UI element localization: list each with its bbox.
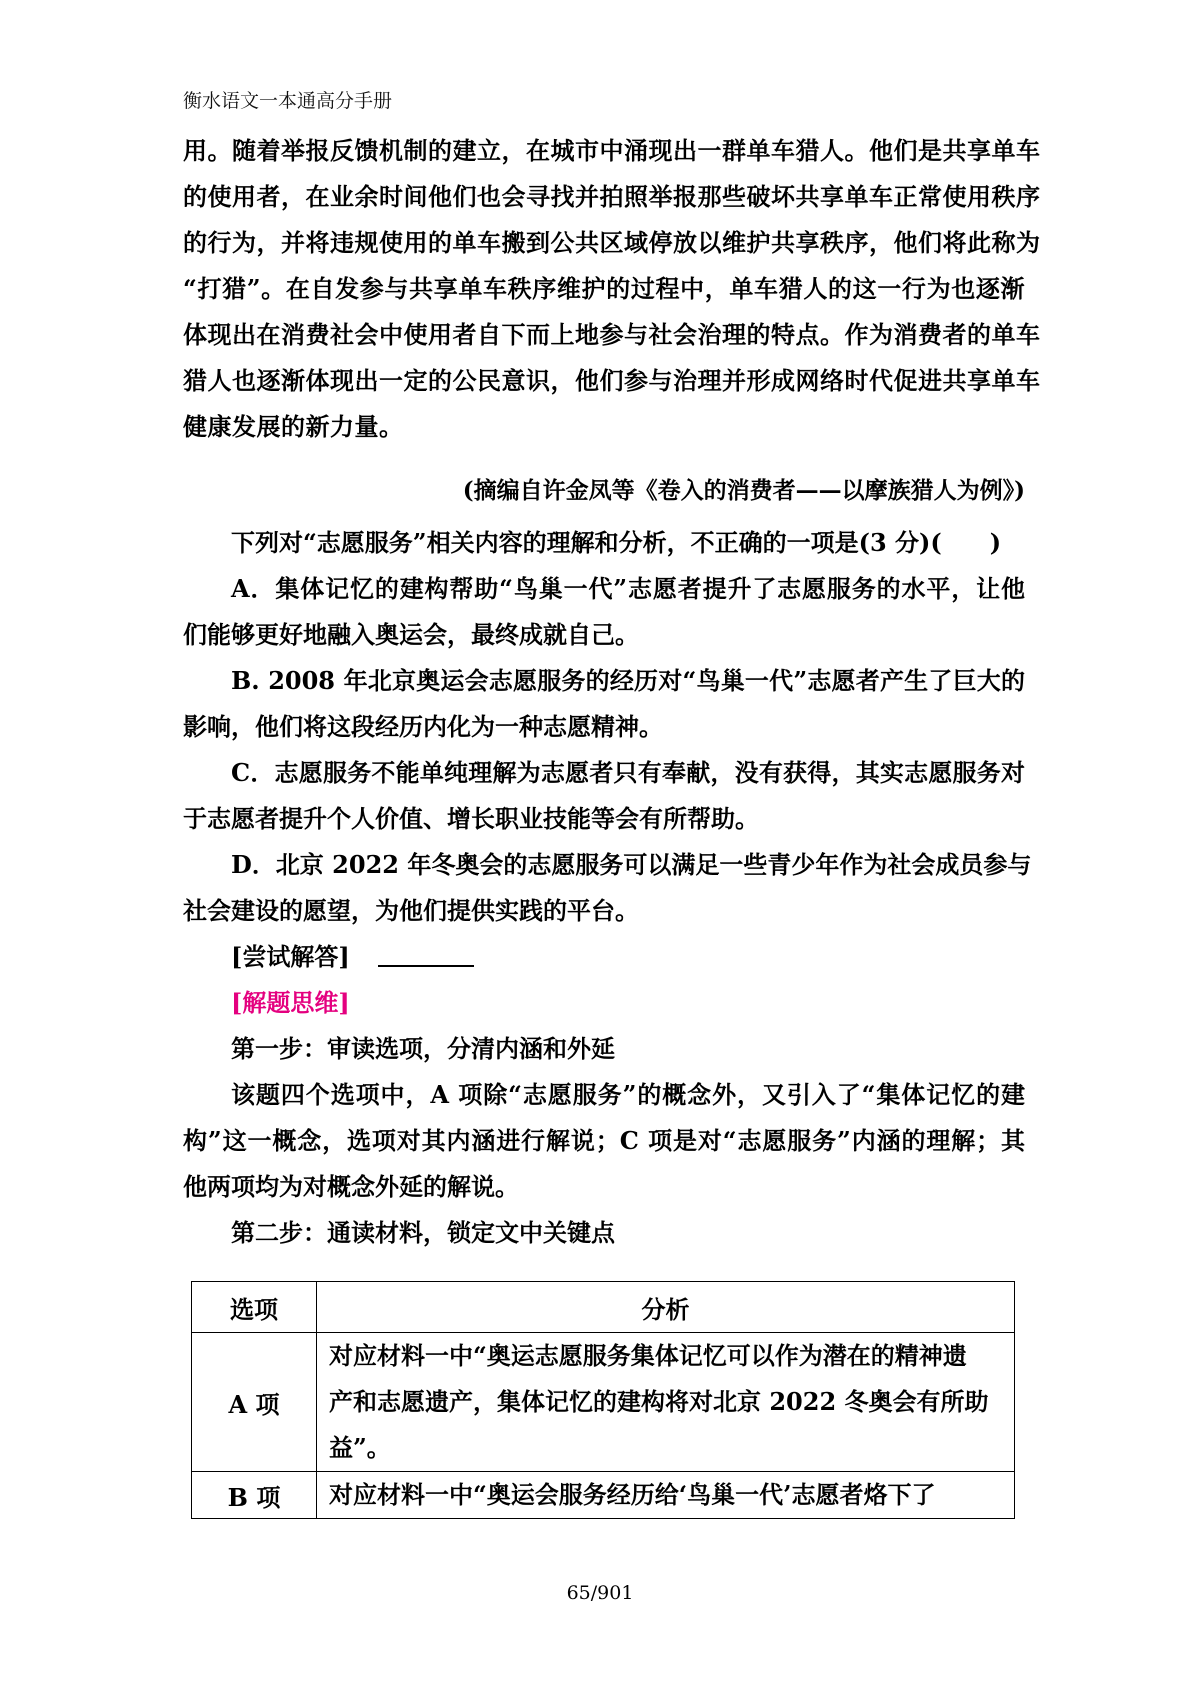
passage-line: 的使用者，在业余时间他们也会寻找并拍照举报那些破坏共享单车正常使用秩序 — [183, 182, 1041, 211]
option-d: D．北京 2022 年冬奥会的志愿服务可以满足一些青少年作为社会成员参与 — [231, 850, 1032, 879]
option-b: B. 2008 年北京奥运会志愿服务的经历对“鸟巢一代”志愿者产生了巨大的 — [231, 666, 1025, 695]
option-c: C．志愿服务不能单纯理解为志愿者只有奉献，没有获得，其实志愿服务对 — [231, 758, 1025, 787]
table-row — [192, 1333, 1015, 1472]
passage-line: 的行为，并将违规使用的单车搬到公共区域停放以维护共享秩序，他们将此称为 — [183, 228, 1041, 257]
question-stem: 下列对“志愿服务”相关内容的理解和分析，不正确的一项是(3 分)( ) — [231, 528, 1002, 557]
step2-title: 第二步：通读材料，锁定文中关键点 — [231, 1218, 615, 1247]
passage-source: (摘编自许金凤等《卷入的消费者——以摩族猎人为例》) — [462, 477, 1025, 504]
analysis-line: 对应材料一中“奥运会服务经历给‘鸟巢一代’志愿者烙下了 — [329, 1480, 936, 1509]
table-row — [192, 1472, 1015, 1519]
row-option: A 项 — [192, 1333, 317, 1472]
option-a: A．集体记忆的建构帮助“鸟巢一代”志愿者提升了志愿服务的水平，让他 — [231, 574, 1025, 603]
option-c-cont: 于志愿者提升个人价值、增长职业技能等会有所帮助。 — [183, 804, 759, 833]
analysis-line: 对应材料一中“奥运志愿服务集体记忆可以作为潜在的精神遗 — [329, 1341, 967, 1370]
answer-blank[interactable] — [378, 935, 474, 967]
page-number: 65/901 — [566, 1582, 634, 1604]
step1-line: 他两项均为对概念外延的解说。 — [183, 1172, 519, 1201]
analysis-line: 产和志愿遗产，集体记忆的建构将对北京 2022 冬奥会有所助 — [329, 1387, 989, 1416]
passage-line: 健康发展的新力量。 — [183, 412, 404, 441]
running-header: 衡水语文一本通高分手册 — [183, 90, 393, 112]
row-analysis — [317, 1472, 1015, 1519]
option-b-cont: 影响，他们将这段经历内化为一种志愿精神。 — [183, 712, 663, 741]
header-option: 选项 — [192, 1282, 317, 1333]
try-answer-label: [尝试解答] — [231, 942, 350, 971]
try-answer — [183, 934, 1025, 980]
header-analysis: 分析 — [317, 1282, 1015, 1333]
table-header-row — [192, 1282, 1015, 1333]
question-block — [183, 520, 1032, 1256]
step1-line: 构”这一概念，选项对其内涵进行解说；C 项是对“志愿服务”内涵的理解；其 — [183, 1126, 1025, 1155]
thinking-label: [解题思维] — [231, 988, 350, 1017]
option-d-cont: 社会建设的愿望，为他们提供实践的平台。 — [183, 896, 639, 925]
option-a-cont: 们能够更好地融入奥运会，最终成就自己。 — [183, 620, 639, 649]
passage-line: 用。随着举报反馈机制的建立，在城市中涌现出一群单车猎人。他们是共享单车 — [183, 136, 1041, 165]
analysis-line: 益”。 — [329, 1433, 391, 1462]
analysis-table — [191, 1281, 1015, 1519]
passage-line: “打猎”。在自发参与共享单车秩序维护的过程中，单车猎人的这一行为也逐渐 — [183, 274, 1025, 303]
passage-line: 体现出在消费社会中使用者自下而上地参与社会治理的特点。作为消费者的单车 — [183, 320, 1041, 349]
row-option: B 项 — [192, 1472, 317, 1519]
row-analysis — [317, 1333, 1015, 1472]
step1-line: 该题四个选项中，A 项除“志愿服务”的概念外，又引入了“集体记忆的建 — [231, 1080, 1025, 1109]
passage-line: 猎人也逐渐体现出一定的公民意识，他们参与治理并形成网络时代促进共享单车 — [183, 366, 1041, 395]
step1-title: 第一步：审读选项，分清内涵和外延 — [231, 1034, 615, 1063]
passage — [183, 128, 1041, 450]
